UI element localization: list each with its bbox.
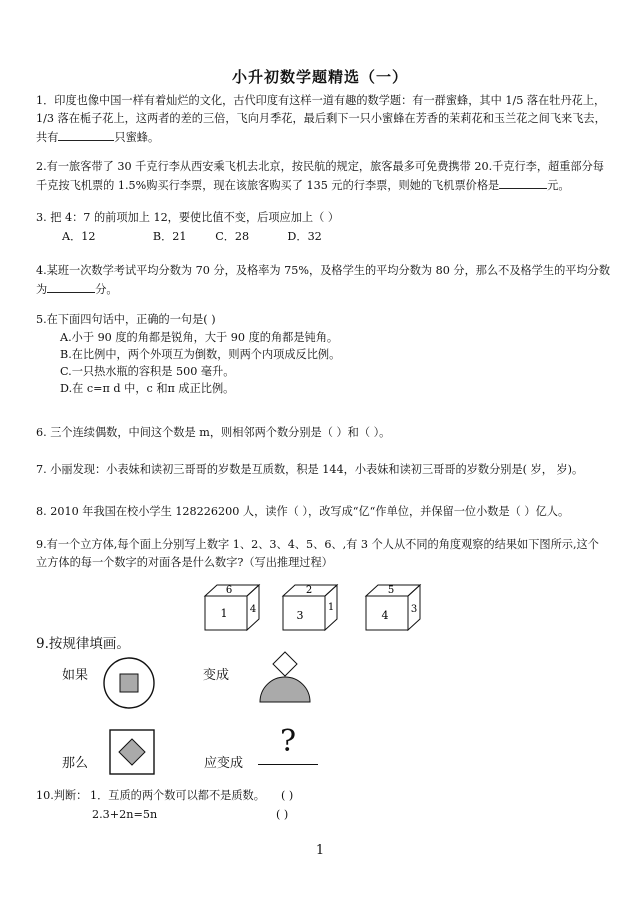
question-9-line-1: 9.有一个立方体,每个面上分别写上数字 1、2、3、4、5、6、,有 3 个人从不同的角度观察的结果如下图所示,这个: [36, 538, 599, 551]
page-title: 小升初数学题精选（一）: [231, 68, 408, 86]
question-9-line-2: 立方体的每一个数字的对面各是什么数字?（写出推理过程）: [36, 556, 333, 569]
question-7: 7. 小丽发现：小表妹和读初三哥哥的岁数是互质数，积是 144，小表妹和读初三哥哥的岁数分别是( 岁， 岁)。: [36, 463, 584, 476]
should-become-label: 应变成: [204, 756, 244, 771]
option-d: D．32: [287, 230, 322, 243]
cube-2-top-number: 2: [305, 585, 313, 596]
option-c: C．28: [215, 230, 250, 243]
option-d: D.在 c=π d 中，c 和π 成正比例。: [60, 382, 235, 395]
answer-blank: [47, 280, 95, 293]
question-5-options: [60, 329, 340, 397]
question-8: 8. 2010 年我国在校小学生 128226200 人，读作（ ），改写成“亿“作单位，并保留一位小数是（ ）亿人。: [36, 505, 570, 518]
question-10: [36, 787, 616, 805]
question-4-line-1: 4.某班一次数学考试平均分数为 70 分，及格率为 75%，及格学生的平均分数为 80 分，那么不及格学生的平均分数: [36, 264, 611, 277]
becomes-label: 变成: [203, 668, 230, 683]
answer-blank: [499, 176, 547, 189]
question-2: [36, 158, 616, 195]
if-label: 如果: [62, 668, 89, 683]
cube-3-side-number: 3: [410, 604, 418, 615]
diamond-over-semicircle-figure: [258, 650, 328, 708]
then-label: 那么: [62, 756, 89, 771]
question-3: 3. 把 4：7 的前项加上 12，要使比值不变，后项应加上（ ）: [36, 211, 340, 224]
question-4-line-2: 为 分。: [36, 280, 616, 299]
cube-1-top-number: 6: [225, 585, 233, 596]
question-2-line-2: 千克按飞机票的 1.5%购买行李票，现在该旅客购买了 135 元的行李票，则她的飞机票价格是 元。: [36, 176, 616, 195]
question-5: 5.在下面四句话中，正确的一句是( ): [36, 313, 216, 326]
question-1-line-3: 共有 只蜜蜂。: [36, 128, 616, 147]
question-1: [36, 92, 616, 147]
cube-3-top-number: 5: [387, 585, 395, 596]
option-b: B．21: [152, 230, 187, 243]
cube-3-front-number: 4: [381, 609, 389, 622]
judgment-paren-2: ( ): [276, 808, 289, 821]
question-9: [36, 536, 616, 572]
cube-2-side-number: 1: [327, 602, 335, 613]
answer-line: [258, 764, 318, 765]
cube-2-front-number: 3: [296, 609, 304, 622]
question-3-options: [62, 228, 322, 244]
question-4: [36, 262, 616, 299]
question-6: 6. 三个连续偶数，中间这个数是 m，则相邻两个数分别是（ ）和（ ）。: [36, 426, 391, 439]
circle-with-square-figure: [102, 656, 158, 712]
cube-1: [203, 582, 263, 632]
cube-1-front-number: 1: [220, 607, 228, 620]
cube-1-side-number: 4: [249, 604, 257, 615]
judgment-item-1: 1．互质的两个数可以都不是质数。: [90, 789, 265, 802]
pattern-heading: 9.按规律填画。: [36, 636, 130, 652]
option-a: A．12: [62, 230, 96, 243]
question-1-line-2: 1/3 落在栀子花上，这两者的差的三倍，飞向月季花，最后剩下一只小蜜蜂在芳香的茉莉花和玉兰花之间飞来飞去，: [36, 112, 606, 125]
answer-blank: [58, 128, 114, 141]
cube-2: [281, 582, 341, 632]
judgment-item-2: 2.3+2n=5n: [92, 808, 158, 821]
question-1-line-1: 1．印度也像中国一样有着灿烂的文化，古代印度有这样一道有趣的数学题：有一群蜜蜂，其中 1/5 落在牡丹花上，: [36, 94, 606, 107]
square-with-diamond-figure: [108, 728, 158, 778]
question-mark: ?: [280, 724, 297, 759]
judgment-paren-1: ( ): [281, 789, 294, 802]
option-a: A.小于 90 度的角都是锐角，大于 90 度的角都是钝角。: [60, 331, 339, 344]
page-number: 1: [315, 843, 325, 858]
option-b: B.在比例中，两个外项互为倒数，则两个内项成反比例。: [60, 348, 341, 361]
judgment-prefix: 10.判断：: [36, 789, 88, 802]
option-c: C.一只热水瓶的容积是 500 毫升。: [60, 365, 235, 378]
question-2-line-1: 2.有一旅客带了 30 千克行李从西安乘飞机去北京，按民航的规定，旅客最多可免费携带 20.千克行李，超重部分每: [36, 160, 604, 173]
cube-3: [364, 582, 424, 632]
